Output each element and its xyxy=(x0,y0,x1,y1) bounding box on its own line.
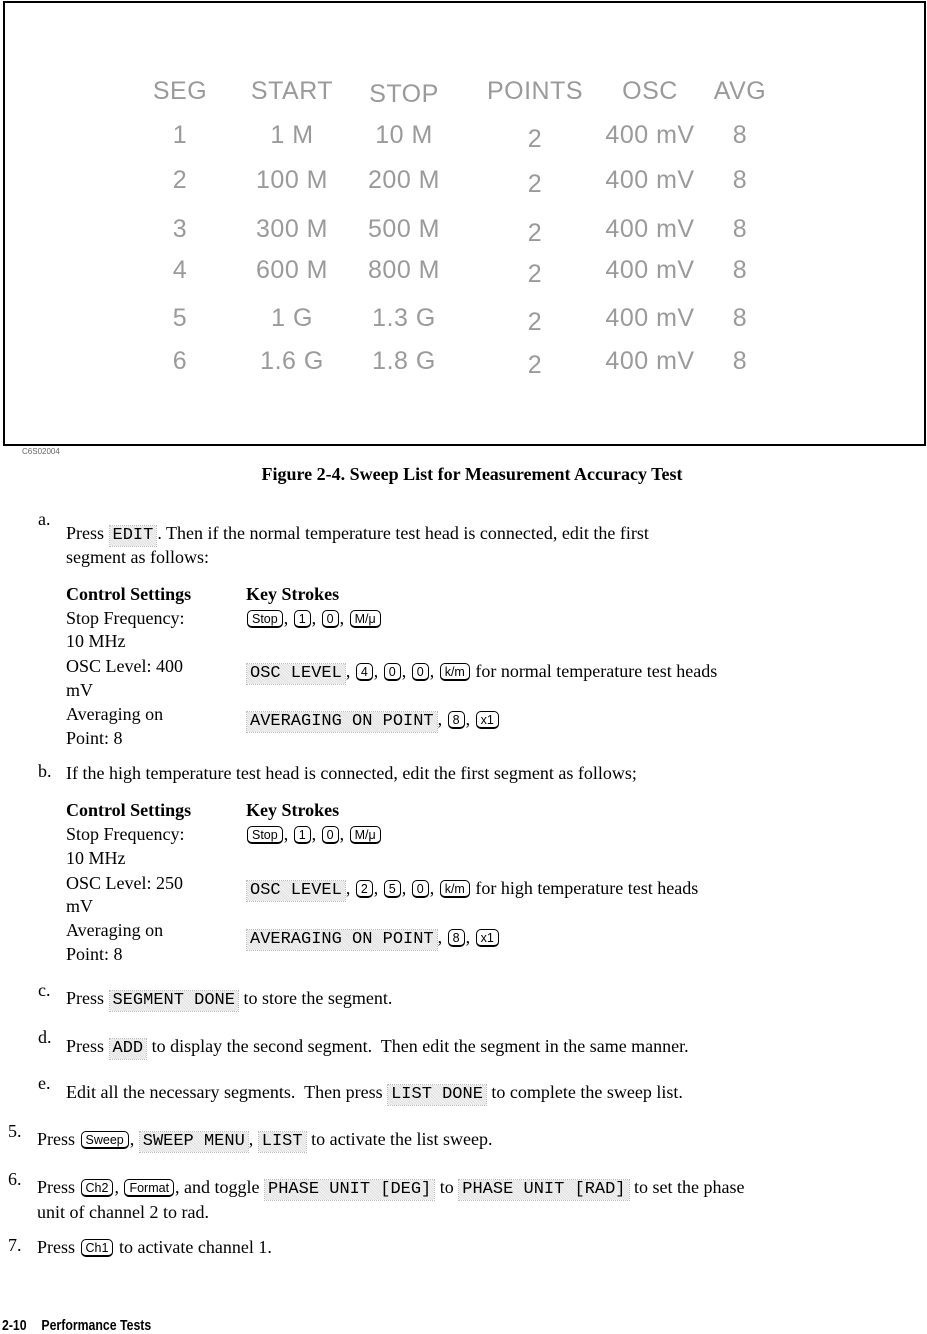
text: Press xyxy=(37,1177,80,1197)
step-marker: 7. xyxy=(8,1235,22,1255)
text: Averaging on xyxy=(66,704,164,724)
hardkey-m-button[interactable]: M/μ xyxy=(350,610,381,628)
text: to activate channel 1. xyxy=(114,1237,272,1257)
table-cell: 8 xyxy=(732,215,748,243)
text: OSC Level: 400 xyxy=(66,656,183,676)
text: , xyxy=(465,709,475,729)
text: , xyxy=(345,661,355,681)
hardkey-8-button[interactable]: 8 xyxy=(448,711,465,729)
table-cell: 2 xyxy=(527,170,543,198)
text-line xyxy=(66,847,126,869)
table-cell: 800 M xyxy=(368,256,440,284)
table-cell: 2 xyxy=(527,125,543,153)
text: , xyxy=(437,927,447,947)
table-cell: 100 M xyxy=(256,166,328,194)
section-title: Performance Tests xyxy=(41,1317,152,1334)
softkey-osc-level-button[interactable]: OSC LEVEL xyxy=(247,881,345,901)
text: to xyxy=(435,1177,459,1197)
text-line xyxy=(246,799,339,821)
text-line xyxy=(246,926,500,950)
step-marker: 5. xyxy=(8,1121,22,1141)
text: If the high temperature test head is connected, edit the first segment as follows; xyxy=(66,763,637,783)
table-cell: 8 xyxy=(732,256,748,284)
text-line xyxy=(37,1201,209,1223)
softkey-list-done-button[interactable]: LIST DONE xyxy=(388,1085,486,1105)
column-header: POINTS xyxy=(486,77,584,105)
text: , xyxy=(248,1129,258,1149)
table-cell: 2 xyxy=(527,219,543,247)
figure-caption: Figure 2-4. Sweep List for Measurement Accuracy Test xyxy=(261,464,683,484)
text: Averaging on xyxy=(66,920,164,940)
text-line xyxy=(246,823,382,845)
table-cell: 8 xyxy=(732,347,748,375)
text: Point: 8 xyxy=(66,944,123,964)
hardkey-4-button[interactable]: 4 xyxy=(356,663,373,681)
text-line xyxy=(66,703,163,725)
text-line xyxy=(246,660,717,684)
text-line xyxy=(66,872,183,894)
text: to store the segment. xyxy=(238,988,393,1008)
text: Press xyxy=(66,523,109,543)
table-cell: 1 xyxy=(172,121,188,149)
table-cell: 1.8 G xyxy=(372,347,436,375)
table-cell: 6 xyxy=(172,347,188,375)
text-line xyxy=(66,1035,689,1059)
hardkey-1-button[interactable]: 1 xyxy=(294,826,311,844)
step-marker: b. xyxy=(38,761,52,781)
table-cell: 2 xyxy=(527,260,543,288)
softkey-phase-unit-rad-button[interactable]: PHASE UNIT [RAD] xyxy=(459,1180,628,1200)
text: , xyxy=(114,1177,124,1197)
hardkey-x1-button[interactable]: x1 xyxy=(476,711,499,729)
text: 10 MHz xyxy=(66,631,126,651)
text-line xyxy=(246,583,339,605)
text: Press xyxy=(66,988,109,1008)
softkey-osc-level-button[interactable]: OSC LEVEL xyxy=(247,664,345,684)
text: for high temperature test heads xyxy=(470,878,699,898)
text-line xyxy=(66,546,209,568)
page-footer xyxy=(2,1317,151,1334)
step-marker: 6. xyxy=(8,1169,22,1189)
column-header: STOP xyxy=(369,80,439,108)
text-line xyxy=(66,919,163,941)
text: Stop Frequency: xyxy=(66,824,185,844)
text-line xyxy=(66,655,183,677)
hardkey-ch1-button[interactable]: Ch1 xyxy=(81,1239,114,1257)
text-line xyxy=(37,1128,493,1152)
hardkey-0-button[interactable]: 0 xyxy=(412,663,429,681)
table-cell: 10 M xyxy=(375,121,433,149)
text: Edit all the necessary segments. Then press xyxy=(66,1082,388,1102)
text-line xyxy=(37,1176,745,1200)
text: to complete the sweep list. xyxy=(486,1082,683,1102)
hardkey-0-button[interactable]: 0 xyxy=(412,880,429,898)
softkey-add-button[interactable]: ADD xyxy=(110,1039,147,1059)
hardkey-0-button[interactable]: 0 xyxy=(322,826,339,844)
step-marker: e. xyxy=(38,1073,51,1093)
text-line xyxy=(66,762,637,784)
text: unit of channel 2 to rad. xyxy=(37,1202,209,1222)
text: , xyxy=(437,709,447,729)
text: to display the second segment. Then edit the segment in the same manner. xyxy=(147,1036,689,1056)
table-cell: 3 xyxy=(172,215,188,243)
text: for normal temperature test heads xyxy=(470,661,718,681)
text-line xyxy=(37,1236,272,1258)
table-cell: 4 xyxy=(172,256,188,284)
hardkey-stop-button[interactable]: Stop xyxy=(247,610,283,628)
hardkey-0-button[interactable]: 0 xyxy=(384,663,401,681)
hardkey-1-button[interactable]: 1 xyxy=(294,610,311,628)
text: , xyxy=(129,1129,139,1149)
text: mV xyxy=(66,680,93,700)
hardkey-stop-button[interactable]: Stop xyxy=(247,826,283,844)
text: mV xyxy=(66,896,93,916)
column-heading: Control Settings xyxy=(66,584,192,604)
table-cell: 1.6 G xyxy=(260,347,324,375)
column-heading: Key Strokes xyxy=(246,584,340,604)
softkey-averaging-on-point-button[interactable]: AVERAGING ON POINT xyxy=(247,712,437,732)
page-number: 2-10 xyxy=(2,1317,27,1334)
text: , xyxy=(339,824,349,844)
column-heading: Key Strokes xyxy=(246,800,340,820)
text: to activate the list sweep. xyxy=(306,1129,493,1149)
hardkey-km-button[interactable]: k/m xyxy=(440,880,470,898)
step-marker: d. xyxy=(38,1027,52,1047)
text: , xyxy=(311,824,321,844)
table-cell: 8 xyxy=(732,304,748,332)
text: Press xyxy=(37,1129,80,1149)
hardkey-0-button[interactable]: 0 xyxy=(322,610,339,628)
sweep-list-figure xyxy=(3,1,926,446)
column-header: AVG xyxy=(713,77,767,105)
text: , xyxy=(345,878,355,898)
text-line xyxy=(66,607,185,629)
text: Press xyxy=(37,1237,80,1257)
text-line xyxy=(66,522,649,546)
text: , xyxy=(283,608,293,628)
table-cell: 200 M xyxy=(368,166,440,194)
text: . Then if the normal temperature test head is connected, edit the first xyxy=(157,523,649,543)
table-cell: 400 mV xyxy=(605,215,695,243)
text-line xyxy=(66,679,93,701)
table-cell: 400 mV xyxy=(605,347,695,375)
table-cell: 5 xyxy=(172,304,188,332)
text: to set the phase xyxy=(629,1177,745,1197)
table-cell: 400 mV xyxy=(605,304,695,332)
text-line xyxy=(66,895,93,917)
text-line xyxy=(66,799,191,821)
text: , xyxy=(311,608,321,628)
text-line xyxy=(66,727,123,749)
softkey-sweep-menu-button[interactable]: SWEEP MENU xyxy=(140,1132,248,1152)
text: , xyxy=(339,608,349,628)
text: Point: 8 xyxy=(66,728,123,748)
figure-id: C6S02004 xyxy=(22,447,60,456)
column-header: SEG xyxy=(152,77,208,105)
hardkey-sweep-button[interactable]: Sweep xyxy=(81,1131,129,1149)
step-marker: c. xyxy=(38,980,51,1000)
column-heading: Control Settings xyxy=(66,800,192,820)
text-line xyxy=(66,987,392,1011)
text-line xyxy=(66,583,191,605)
text: , xyxy=(283,824,293,844)
text: , xyxy=(373,878,383,898)
table-cell: 2 xyxy=(527,351,543,379)
text: segment as follows: xyxy=(66,547,209,567)
hardkey-5-button[interactable]: 5 xyxy=(384,880,401,898)
table-cell: 1 M xyxy=(270,121,314,149)
text: , xyxy=(401,878,411,898)
text-line xyxy=(246,708,500,732)
softkey-segment-done-button[interactable]: SEGMENT DONE xyxy=(110,991,238,1011)
text-line xyxy=(246,607,382,629)
table-cell: 600 M xyxy=(256,256,328,284)
hardkey-ch2-button[interactable]: Ch2 xyxy=(81,1179,114,1197)
text: , xyxy=(429,661,439,681)
table-cell: 8 xyxy=(732,166,748,194)
table-cell: 400 mV xyxy=(605,256,695,284)
table-cell: 1 G xyxy=(271,304,313,332)
column-header: START xyxy=(250,77,334,105)
text-line xyxy=(66,630,126,652)
hardkey-x1-button[interactable]: x1 xyxy=(476,929,499,947)
column-header: OSC xyxy=(622,77,678,105)
table-cell: 300 M xyxy=(256,215,328,243)
text: , xyxy=(373,661,383,681)
text: , and toggle xyxy=(175,1177,265,1197)
text: OSC Level: 250 xyxy=(66,873,183,893)
table-cell: 400 mV xyxy=(605,166,695,194)
table-cell: 2 xyxy=(527,308,543,336)
softkey-edit-button[interactable]: EDIT xyxy=(110,526,157,546)
table-cell: 500 M xyxy=(368,215,440,243)
softkey-phase-unit-deg-button[interactable]: PHASE UNIT [DEG] xyxy=(265,1180,434,1200)
text-line xyxy=(66,823,185,845)
hardkey-km-button[interactable]: k/m xyxy=(440,663,470,681)
table-cell: 2 xyxy=(172,166,188,194)
text: , xyxy=(429,878,439,898)
text: Press xyxy=(66,1036,109,1056)
text-line xyxy=(66,1081,683,1105)
table-cell: 400 mV xyxy=(605,121,695,149)
softkey-averaging-on-point-button[interactable]: AVERAGING ON POINT xyxy=(247,930,437,950)
text: 10 MHz xyxy=(66,848,126,868)
table-cell: 8 xyxy=(732,121,748,149)
text: Stop Frequency: xyxy=(66,608,185,628)
text-line xyxy=(246,877,698,901)
softkey-list-button[interactable]: LIST xyxy=(259,1132,306,1152)
hardkey-2-button[interactable]: 2 xyxy=(356,880,373,898)
hardkey-m-button[interactable]: M/μ xyxy=(350,826,381,844)
text-line xyxy=(66,943,123,965)
text: , xyxy=(401,661,411,681)
hardkey-format-button[interactable]: Format xyxy=(124,1179,174,1197)
step-marker: a. xyxy=(38,509,51,529)
table-cell: 1.3 G xyxy=(372,304,436,332)
text: , xyxy=(465,927,475,947)
hardkey-8-button[interactable]: 8 xyxy=(448,929,465,947)
